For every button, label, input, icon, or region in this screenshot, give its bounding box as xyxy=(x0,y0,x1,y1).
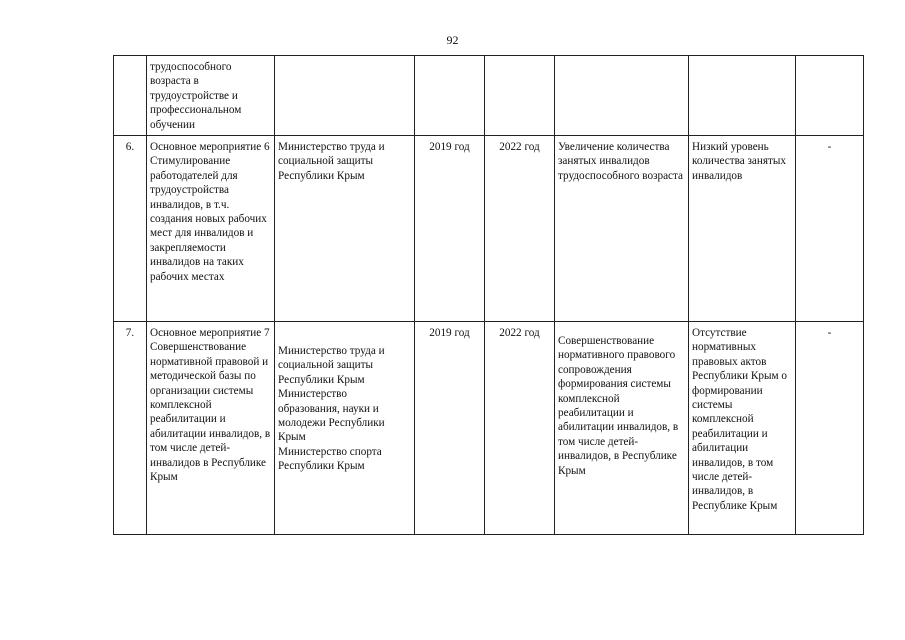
row-number-cell: 6. xyxy=(114,136,147,322)
executor-cell: Министерство труда и социальной защиты Республики Крым xyxy=(275,136,415,322)
expected-result-cell: Совершенствование нормативного правового сопровождения формирования системы комплексной реабилитации и абилитации инвалидов, в том числе детей-инвалидов, в Республике Крым xyxy=(555,322,689,535)
activity-cell: Основное мероприятие 6 Стимулирование работодателей для трудоустройства инвалидов, в т.ч. создания новых рабочих мест для инвалидов и закрепляемости инвалидов на таких рабочих местах xyxy=(147,136,275,322)
expected-result-cell xyxy=(555,56,689,136)
consequence-cell xyxy=(689,56,796,136)
row-number-cell xyxy=(114,56,147,136)
consequence-cell: Низкий уровень количества занятых инвалидов xyxy=(689,136,796,322)
start-year-cell xyxy=(415,56,485,136)
link-cell xyxy=(796,56,864,136)
activity-cell: трудоспособного возраста в трудоустройстве и профессиональном обучении xyxy=(147,56,275,136)
consequence-cell: Отсутствие нормативных правовых актов Республики Крым о формировании системы комплексной реабилитации и абилитации инвалидов, в том числе детей-инвалидов, в Республике Крым xyxy=(689,322,796,535)
activity-cell: Основное мероприятие 7 Совершенствование нормативной правовой и методической базы по организации системы комплексной реабилитации и абилитации инвалидов, в том числе детей-инвалидов в Республике Крым xyxy=(147,322,275,535)
executor-cell xyxy=(275,56,415,136)
page-number: 92 xyxy=(446,33,459,47)
end-year-cell: 2022 год xyxy=(485,322,555,535)
end-year-cell: 2022 год xyxy=(485,136,555,322)
link-cell: - xyxy=(796,136,864,322)
row-number-cell: 7. xyxy=(114,322,147,535)
table-row xyxy=(114,56,864,136)
executor-cell: Министерство труда и социальной защиты Республики Крым Министерство образования, науки и молодежи Республики Крым Министерство спорта Республики Крым xyxy=(275,322,415,535)
start-year-cell: 2019 год xyxy=(415,136,485,322)
measures-table xyxy=(113,55,864,535)
link-cell: - xyxy=(796,322,864,535)
start-year-cell: 2019 год xyxy=(415,322,485,535)
end-year-cell xyxy=(485,56,555,136)
expected-result-cell: Увеличение количества занятых инвалидов трудоспособного возраста xyxy=(555,136,689,322)
table-row xyxy=(114,136,864,322)
table-row xyxy=(114,322,864,535)
